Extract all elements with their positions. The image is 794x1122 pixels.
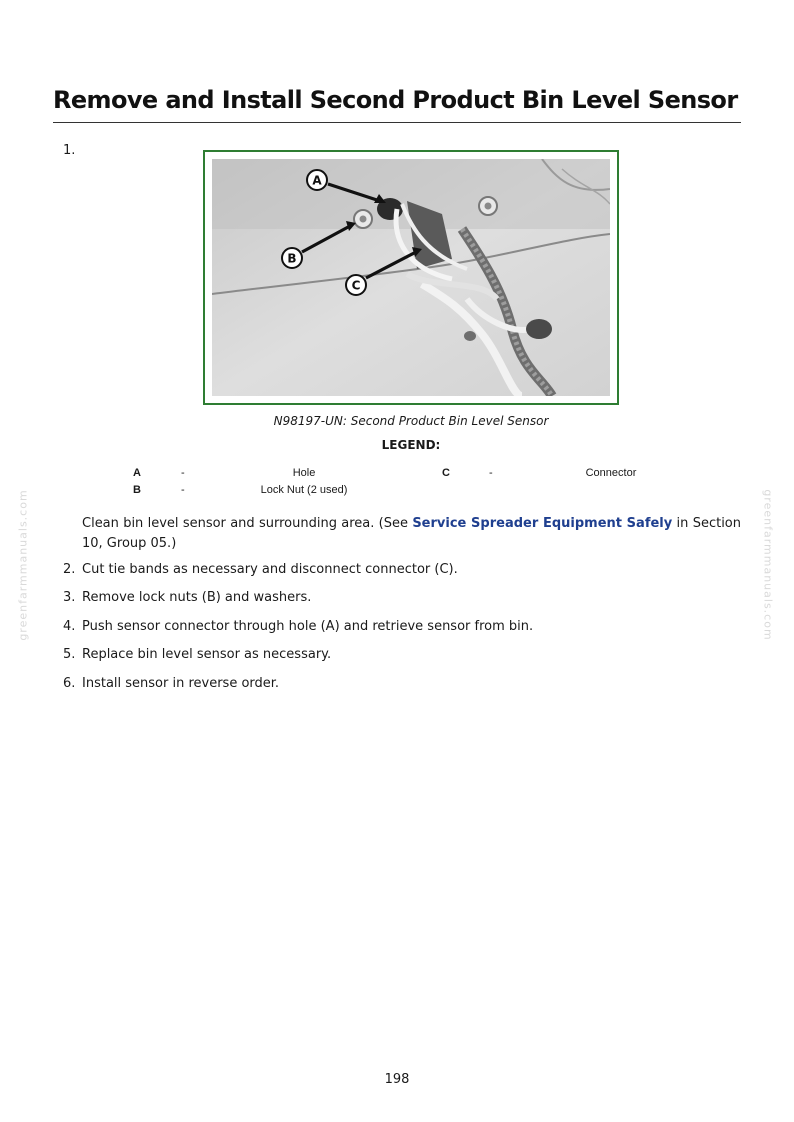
page-title: Remove and Install Second Product Bin Level Sensor [53,86,738,114]
legend-description: Lock Nut (2 used) [260,484,348,496]
step-text: Install sensor in reverse order. [82,676,280,691]
legend-row [0,484,794,500]
callout-c-label: C [351,278,361,293]
legend-dash: - [181,484,185,496]
legend-heading: LEGEND: [381,438,441,452]
service-safely-link[interactable]: Service Spreader Equipment Safely [412,516,673,531]
legend-letter: A [133,467,141,479]
page-number: 198 [384,1072,410,1087]
step-number: 4. [63,619,76,634]
legend-description: Hole [292,467,316,479]
title-divider [53,122,741,123]
callout-b-label: B [287,251,297,266]
step-1-number: 1. [63,143,76,158]
step-number: 6. [63,676,76,691]
step-text: Remove lock nuts (B) and washers. [82,590,312,605]
step-text: Push sensor connector through hole (A) and retrieve sensor from bin. [82,619,534,634]
figure-caption: N98197-UN: Second Product Bin Level Sensor [273,414,549,428]
callout-a-label: A [312,173,322,188]
watermark-right: greenfarmmanuals.com [761,489,775,641]
intro-text-end: in Section 10, Group 05.) [82,516,741,551]
step-number: 2. [63,562,76,577]
step-number: 5. [63,647,76,662]
step-text: Replace bin level sensor as necessary. [82,647,332,662]
intro-paragraph [82,514,741,554]
sensor-photo [212,159,610,396]
sensor-figure [203,150,619,405]
legend-dash: - [181,467,185,479]
intro-text: Clean bin level sensor and surrounding area. (See [82,516,413,531]
legend-dash: - [489,467,493,479]
legend-letter: C [442,467,450,479]
watermark-left: greenfarmmanuals.com [16,489,30,641]
legend-row [0,467,794,483]
legend-letter: B [133,484,141,496]
step-text: Cut tie bands as necessary and disconnect connector (C). [82,562,458,577]
step-number: 3. [63,590,76,605]
legend-description: Connector [585,467,637,479]
